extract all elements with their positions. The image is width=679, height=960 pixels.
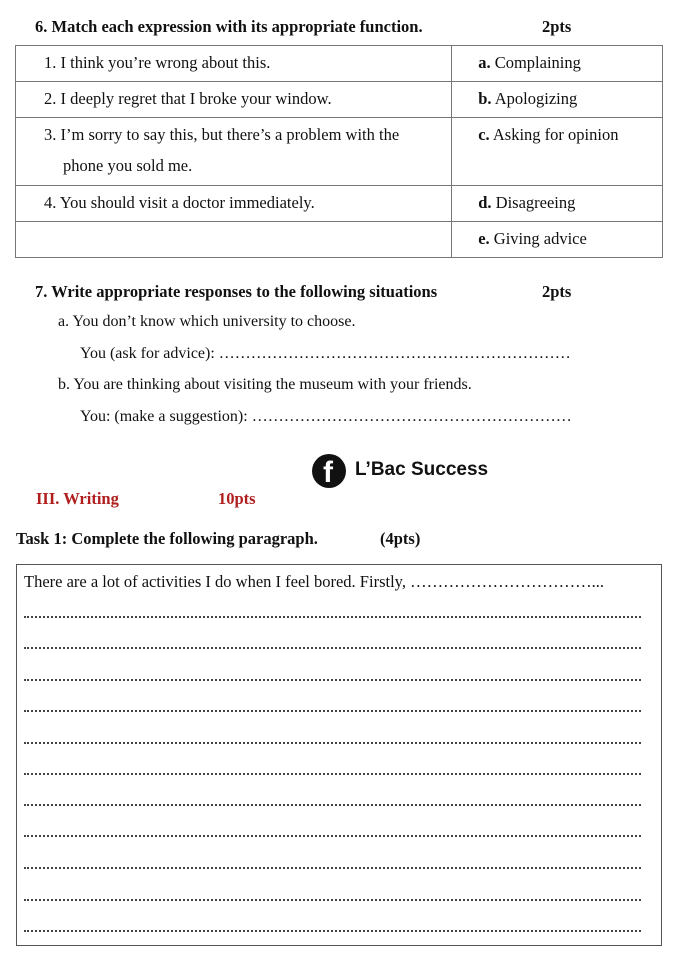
answer-line[interactable] (24, 899, 641, 901)
brand-name: L’Bac Success (355, 459, 489, 480)
answer-line[interactable] (24, 835, 641, 837)
section-writing-points: 10pts (218, 489, 256, 508)
answer-line[interactable] (24, 679, 641, 681)
letter-a: a. (478, 53, 491, 72)
answer-line[interactable] (24, 930, 641, 932)
q7-heading: 7. Write appropriate responses to the following situations (35, 282, 438, 301)
section-writing-label: III. Writing (36, 489, 119, 508)
letter-d: d. (478, 193, 492, 212)
facebook-glyph: f (323, 456, 333, 489)
answer-line[interactable] (24, 773, 641, 775)
q7-answer-b[interactable]: You: (make a suggestion): …………………………………………………… (80, 408, 572, 425)
expression-empty (16, 222, 451, 257)
table-row (16, 82, 663, 118)
q7-answer-a[interactable]: You (ask for advice): ………………………………………………………… (80, 345, 571, 362)
paragraph-first-line: There are a lot of activities I do when I feel bored. Firstly, ……………………………... (24, 572, 604, 591)
table-row (16, 46, 663, 82)
function-c: Asking for opinion (492, 125, 619, 144)
writing-answer-box[interactable] (16, 564, 662, 946)
letter-e: e. (478, 229, 490, 248)
task1-heading: Task 1: Complete the following paragraph. (16, 529, 318, 548)
expression-4: 4. You should visit a doctor immediately. (44, 193, 315, 212)
answer-line[interactable] (24, 867, 641, 869)
answer-line[interactable] (24, 742, 641, 744)
table-row (16, 186, 663, 222)
expression-3-line2: phone you sold me. (63, 156, 193, 175)
expression-2: 2. I deeply regret that I broke your window. (44, 89, 332, 108)
q7-situation-a: a. You don’t know which university to choose. (58, 313, 356, 330)
q7-situation-b: b. You are thinking about visiting the museum with your friends. (58, 376, 472, 393)
task1-points: (4pts) (380, 529, 421, 548)
letter-c: c. (478, 125, 490, 144)
facebook-icon (312, 454, 346, 488)
expression-1: 1. I think you’re wrong about this. (44, 53, 271, 72)
table-row (16, 118, 663, 186)
function-d: Disagreeing (495, 193, 576, 212)
q6-heading: 6. Match each expression with its appropriate function. (35, 17, 423, 36)
q7-points: 2pts (542, 282, 572, 301)
matching-table (15, 45, 663, 258)
answer-line[interactable] (24, 804, 641, 806)
table-row (16, 222, 663, 258)
function-b: Apologizing (494, 89, 578, 108)
q6-points: 2pts (542, 17, 572, 36)
answer-line[interactable] (24, 647, 641, 649)
answer-line[interactable] (24, 616, 641, 618)
expression-3-line1: 3. I’m sorry to say this, but there’s a problem with the (44, 125, 400, 144)
function-e: Giving advice (493, 229, 587, 248)
function-a: Complaining (494, 53, 581, 72)
answer-line[interactable] (24, 710, 641, 712)
letter-b: b. (478, 89, 492, 108)
